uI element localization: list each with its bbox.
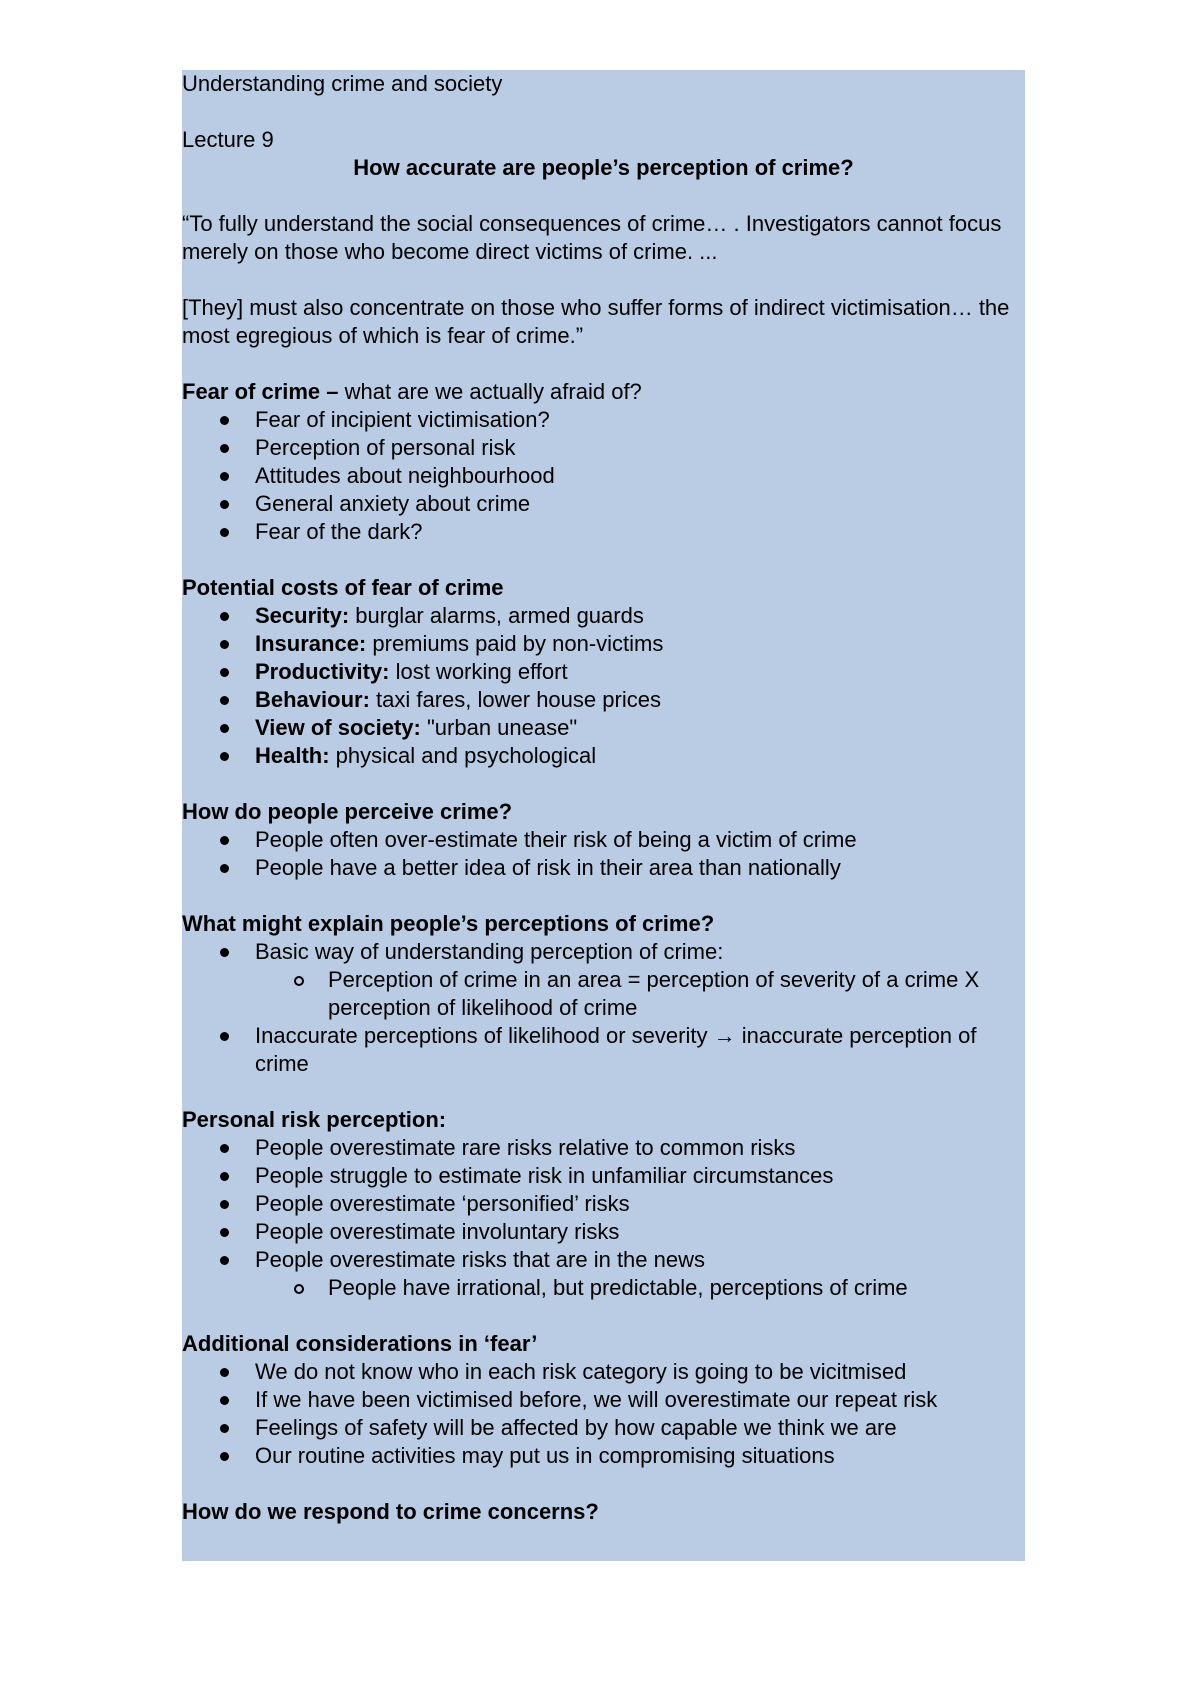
list-item: People have a better idea of risk in their area than nationally — [182, 854, 1025, 882]
document-body — [182, 70, 1025, 1526]
section-costs-heading: Potential costs of fear of crime — [182, 575, 504, 600]
section-risk-heading: Personal risk perception: — [182, 1107, 447, 1132]
sub-list — [255, 1274, 1025, 1302]
list-item: Attitudes about neighbourhood — [182, 462, 1025, 490]
additional-list — [182, 1358, 1025, 1470]
list-item: Security: burglar alarms, armed guards — [182, 602, 1025, 630]
list-item: People struggle to estimate risk in unfamiliar circumstances — [182, 1162, 1025, 1190]
fear-list — [182, 406, 1025, 546]
section-additional-heading: Additional considerations in ‘fear’ — [182, 1331, 538, 1356]
list-item: Perception of personal risk — [182, 434, 1025, 462]
list-item: People overestimate ‘personified’ risks — [182, 1190, 1025, 1218]
list-item: People often over-estimate their risk of being a victim of crime — [182, 826, 1025, 854]
quote-paragraph-1: “To fully understand the social consequences of crime… . Investigators cannot focus merely on those who become direct victims of crime. ... — [182, 211, 1002, 264]
main-title: How accurate are people’s perception of crime? — [353, 155, 854, 180]
costs-list — [182, 602, 1025, 770]
list-item: Fear of incipient victimisation? — [182, 406, 1025, 434]
list-item: General anxiety about crime — [182, 490, 1025, 518]
list-item: We do not know who in each risk category is going to be vicitmised — [182, 1358, 1025, 1386]
list-item: Feelings of safety will be affected by how capable we think we are — [182, 1414, 1025, 1442]
risk-list — [182, 1134, 1025, 1302]
list-item: Inaccurate perceptions of likelihood or severity → inaccurate perception of crime — [182, 1022, 1025, 1078]
list-item: If we have been victimised before, we will overestimate our repeat risk — [182, 1386, 1025, 1414]
list-item: Behaviour: taxi fares, lower house prices — [182, 686, 1025, 714]
sub-list-item: Perception of crime in an area = perception of severity of a crime X perception of likelihood of crime — [182, 966, 1025, 1022]
course-title: Understanding crime and society — [182, 71, 503, 96]
section-explain-heading: What might explain people’s perceptions of crime? — [182, 911, 715, 936]
list-item: Our routine activities may put us in compromising situations — [182, 1442, 1025, 1470]
list-item: View of society: "urban unease" — [182, 714, 1025, 742]
list-item: Basic way of understanding perception of crime: Perception of crime in an area = perception of severity of a crime X perception of likelihood of crime — [182, 938, 1025, 1022]
sub-list-item: People have irrational, but predictable, perceptions of crime — [182, 1274, 1025, 1302]
quote-paragraph-2: [They] must also concentrate on those who suffer forms of indirect victimisation… the most egregious of which is fear of crime.” — [182, 295, 1010, 348]
list-item: Productivity: lost working effort — [182, 658, 1025, 686]
section-perceive-heading: How do people perceive crime? — [182, 799, 513, 824]
sub-list — [255, 966, 1025, 1022]
lecture-number: Lecture 9 — [182, 127, 274, 152]
list-item: People overestimate rare risks relative to common risks — [182, 1134, 1025, 1162]
perceive-list — [182, 826, 1025, 882]
explain-list — [182, 938, 1025, 1078]
list-item: Fear of the dark? — [182, 518, 1025, 546]
section-respond-heading: How do we respond to crime concerns? — [182, 1499, 599, 1524]
list-item: Health: physical and psychological — [182, 742, 1025, 770]
list-item: Insurance: premiums paid by non-victims — [182, 630, 1025, 658]
list-item: People overestimate risks that are in the news People have irrational, but predictable, perceptions of crime — [182, 1246, 1025, 1302]
section-fear-heading: Fear of crime – what are we actually afraid of? — [182, 379, 642, 404]
right-arrow-icon: → — [713, 1023, 736, 1048]
list-item: People overestimate involuntary risks — [182, 1218, 1025, 1246]
